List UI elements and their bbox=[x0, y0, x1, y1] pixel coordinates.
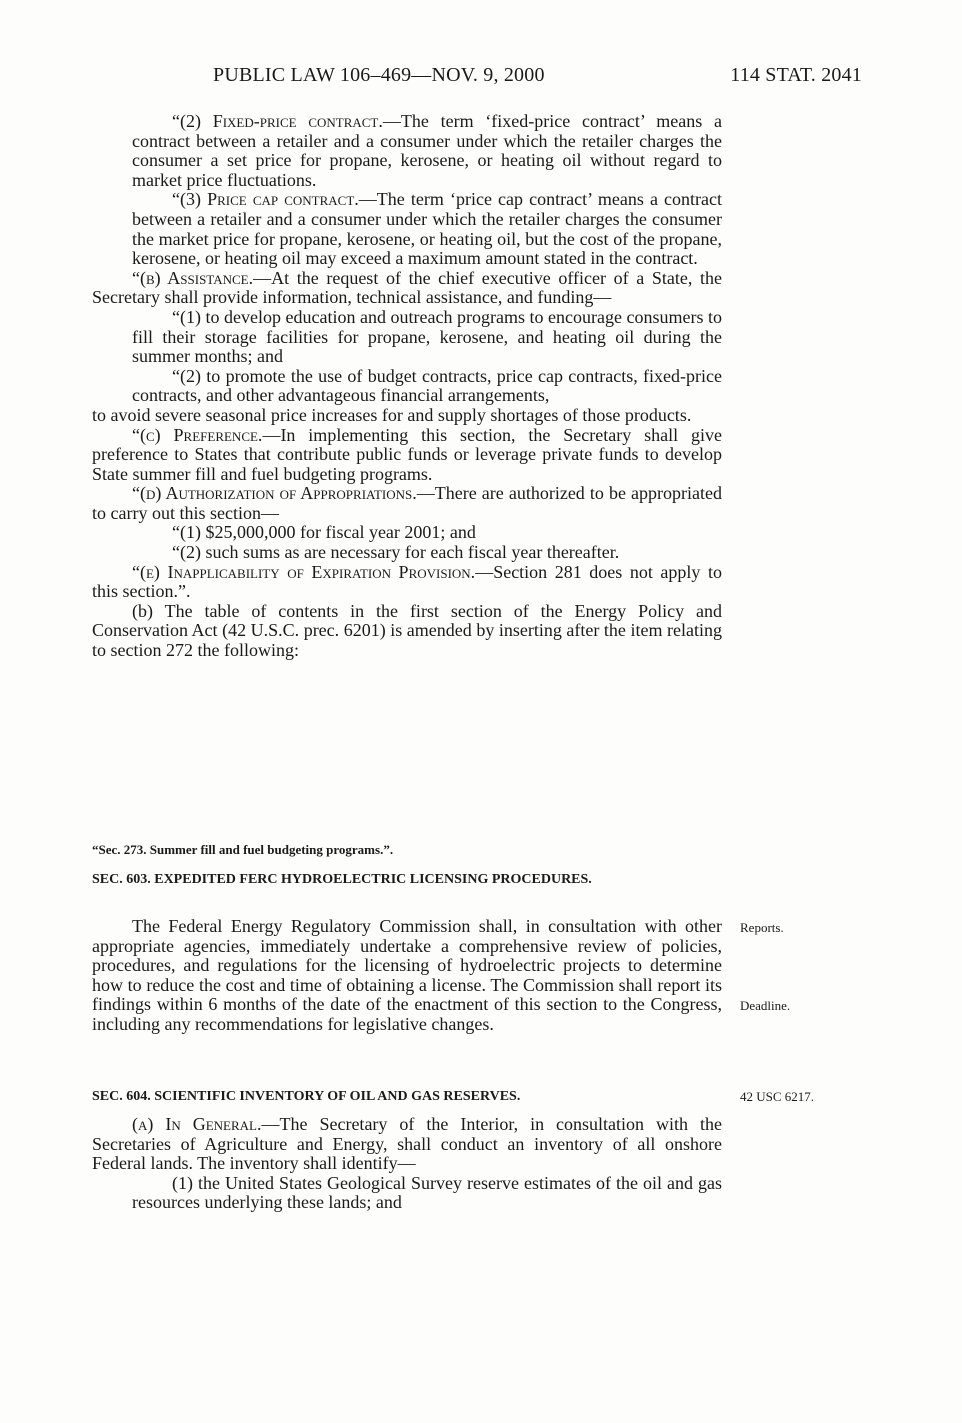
paragraph-text: —The term ‘price cap contract’ means a contract between a retailer and a consumer under which the retailer charges the consumer the market price for propane, kerosene, or heating oil, but the cost of the propane, kerosene, or heating oil may exceed a maximum amount stated in the contract. bbox=[132, 189, 723, 269]
paragraph-heading: “(e) Inapplicability of Expiration Provision. bbox=[132, 561, 476, 582]
paragraph-text: —Section 281 does not apply to this section.”. bbox=[92, 561, 722, 602]
paragraph-heading: “(c) Preference. bbox=[132, 424, 263, 445]
margin-note-usc: 42 USC 6217. bbox=[740, 1089, 815, 1104]
paragraph-2-fixed-price bbox=[92, 112, 722, 190]
section-603-paragraph: The Federal Energy Regulatory Commission shall, in consultation with other appropriate agencies, immediately undertake a comprehensive review of policies, procedures, and regulations for the licensing of hydroelectric projects to determine how to reduce the cost and time of obtaining a license. The Commission shall report its findings within 6 months of the date of the enactment of this section to the Congress, including any recommendations for legislative changes. bbox=[92, 916, 722, 1034]
paragraph-text: —The Secretary of the Interior, in consultation with the Secretaries of Agriculture and Energy, shall conduct an inventory of all onshore Federal lands. The inventory shall identify— bbox=[92, 1114, 722, 1174]
margin-note-deadline: Deadline. bbox=[740, 998, 791, 1013]
subsection-b-tail: to avoid severe seasonal price increases for and supply shortages of those products. bbox=[92, 404, 692, 425]
paragraph-heading: “(3) Price cap contract. bbox=[172, 189, 359, 210]
paragraph-heading: “(d) Authorization of Appropriations. bbox=[132, 483, 417, 504]
subsection-d-item-2: “(2) such sums as are necessary for each fiscal year thereafter. bbox=[172, 542, 620, 563]
paragraph-text: —In implementing this section, the Secretary shall give preference to States that contribute public funds or leverage private funds to develop State summer fill and fuel budgeting programs. bbox=[92, 424, 722, 484]
section-604-body bbox=[92, 1115, 722, 1213]
text-block-main bbox=[92, 112, 722, 661]
paragraph-heading: (a) In General. bbox=[132, 1114, 262, 1134]
running-header-left: PUBLIC LAW 106–469—NOV. 9, 2000 bbox=[213, 64, 545, 86]
subsection-d-item-1: “(1) $25,000,000 for fiscal year 2001; and bbox=[172, 522, 476, 543]
subsection-d-authorization bbox=[92, 484, 722, 523]
paragraph-text: —At the request of the chief executive officer of a State, the Secretary shall provide information, technical assistance, and funding— bbox=[92, 267, 722, 308]
running-header-right: 114 STAT. 2041 bbox=[730, 64, 862, 86]
section-604-subsection-a bbox=[92, 1115, 722, 1174]
section-604-item-1: (1) the United States Geological Survey reserve estimates of the oil and gas resources underlying these lands; and bbox=[132, 1172, 722, 1213]
subsection-e-inapplicability bbox=[92, 563, 722, 602]
paragraph-text: —There are authorized to be appropriated to carry out this section— bbox=[92, 483, 722, 523]
paragraph-text: —The term ‘fixed-price contract’ means a contract between a retailer and a consumer under which the retailer charges the consumer a set price for propane, kerosene, or heating oil without regard to market price fluctuations. bbox=[132, 111, 722, 190]
section-603-heading bbox=[92, 870, 732, 889]
section-604-heading: SEC. 604. SCIENTIFIC INVENTORY OF OIL AND GAS RESERVES. bbox=[92, 1089, 521, 1104]
margin-note-reports: Reports. bbox=[740, 920, 784, 935]
subsection-b-assistance bbox=[92, 269, 722, 308]
section-heading-text: SEC. 603. EXPEDITED FERC HYDROELECTRIC LICENSING PROCEDURES. bbox=[92, 872, 592, 887]
subsection-b-table-of-contents: (b) The table of contents in the first section of the Energy Policy and Conservation Act (42 U.S.C. prec. 6201) is amended by inserting after the item relating to section 272 the following: bbox=[92, 600, 722, 661]
paragraph-heading: “(b) Assistance. bbox=[132, 267, 254, 288]
section-603-body bbox=[92, 917, 722, 1035]
subsection-b-item-1: “(1) to develop education and outreach programs to encourage consumers to fill their storage facilities for propane, kerosene, and heating oil during the summer months; and bbox=[132, 306, 722, 367]
toc-insert-line: “Sec. 273. Summer fill and fuel budgeting programs.”. bbox=[92, 842, 394, 857]
subsection-c-preference bbox=[92, 426, 722, 485]
paragraph-3-price-cap bbox=[92, 190, 722, 268]
paragraph-heading: “(2) Fixed-price contract. bbox=[172, 111, 383, 131]
subsection-b-item-2: “(2) to promote the use of budget contracts, price cap contracts, fixed-price contracts, and other advantageous financial arrangements, bbox=[132, 365, 722, 406]
